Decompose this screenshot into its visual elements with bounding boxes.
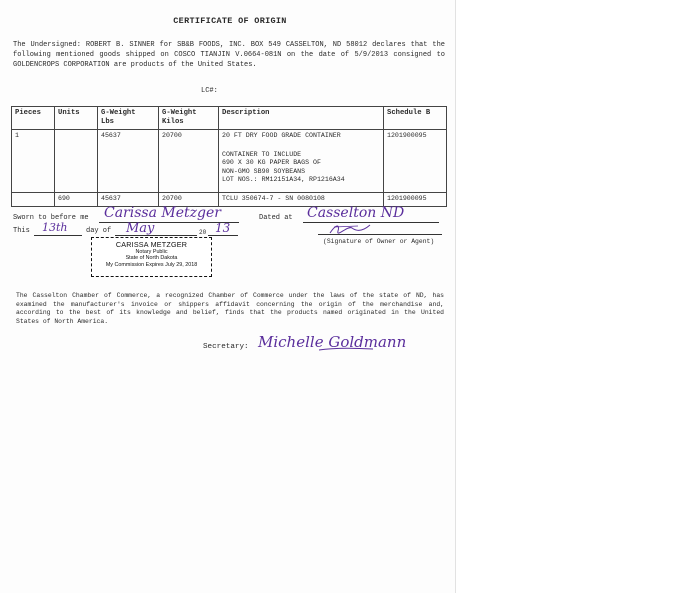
header-description: Description xyxy=(219,107,384,130)
description-line: 20 FT DRY FOOD GRADE CONTAINER xyxy=(222,132,341,139)
cell-pieces: 1 xyxy=(12,130,55,193)
stamp-name: CARISSA METZGER xyxy=(115,240,188,249)
day-of-label: day of xyxy=(86,227,112,235)
sworn-label: Sworn to before me xyxy=(13,214,89,222)
cell-pieces xyxy=(12,193,55,207)
secretary-label: Secretary: xyxy=(203,343,249,351)
cell-schedule-b: 1201900095 xyxy=(384,130,447,193)
owner-signature-label: (Signature of Owner or Agent) xyxy=(323,238,435,245)
lc-number-label: LC#: xyxy=(201,87,218,95)
century-label: 20 xyxy=(199,229,207,236)
cell-lbs: 45637 xyxy=(98,130,159,193)
description-line: 690 X 30 KG PAPER BAGS OF xyxy=(222,159,321,166)
table-row xyxy=(12,130,447,193)
owner-signature-line xyxy=(318,234,442,235)
cell-schedule-b: 1201900095 xyxy=(384,193,447,207)
day-value: 13th xyxy=(42,221,68,234)
cell-description: TCLU 350674-7 - SN 0080108 xyxy=(219,193,384,207)
this-label: This xyxy=(13,227,30,235)
declaration-text: The Undersigned: ROBERT B. SINNER for SB&B FOODS, INC. BOX 549 CASSELTON, ND 58012 declares that the following mentioned goods shipped on COSCO TIANJIN V.0664-081N on the date of 5/9/2013 consigned to GOLDENCROPS CORPORATION are products of the United States. xyxy=(13,41,445,69)
month-value: May xyxy=(126,221,155,236)
year-value: 13 xyxy=(215,221,231,235)
header-schedule-b: Schedule B xyxy=(384,107,447,130)
header-gweight-kilos-line2: Kilos xyxy=(162,118,184,126)
goods-table xyxy=(11,106,447,207)
header-gweight-kilos xyxy=(159,107,219,130)
stamp-expiry: My Commission Expires July 29, 2018 xyxy=(105,261,198,268)
cell-kilos: 20700 xyxy=(159,193,219,207)
description-line: LOT NOS.: RM12151A34, RP1216A34 xyxy=(222,176,345,183)
secretary-signature: Michelle Goldmann xyxy=(258,333,407,351)
header-gweight-lbs-line2: Lbs xyxy=(101,118,114,126)
day-line xyxy=(34,235,82,236)
cell-units: 690 xyxy=(55,193,98,207)
header-gweight-kilos-line1: G-Weight xyxy=(162,109,197,117)
chamber-statement: The Casselton Chamber of Commerce, a recognized Chamber of Commerce under the laws of the state of ND, has examined the manufacturer's invoice or shippers affidavit concerning the origin of the merchandise and, according to the best of its knowledge and belief, finds that the products named originated in the United States of North America. xyxy=(16,292,444,325)
header-gweight-lbs-line1: G-Weight xyxy=(101,109,136,117)
notary-signature: Carissa Metzger xyxy=(104,205,221,221)
cell-kilos: 20700 xyxy=(159,130,219,193)
cell-lbs: 45637 xyxy=(98,193,159,207)
notary-stamp xyxy=(91,237,212,277)
table-header-row xyxy=(12,107,447,130)
header-gweight-lbs xyxy=(98,107,159,130)
year-line xyxy=(208,235,238,236)
dated-at-label: Dated at xyxy=(259,214,293,222)
certificate-title: CERTIFICATE OF ORIGIN xyxy=(173,16,287,26)
stamp-title: Notary Public xyxy=(135,249,168,255)
page-edge xyxy=(455,0,456,593)
header-units: Units xyxy=(55,107,98,130)
stamp-state: State of North Dakota xyxy=(125,255,178,262)
cell-description xyxy=(219,130,384,193)
dated-at-value: Casselton ND xyxy=(307,205,405,221)
header-pieces: Pieces xyxy=(12,107,55,130)
description-line: NON-GMO SB90 SOYBEANS xyxy=(222,167,306,175)
description-line: CONTAINER TO INCLUDE xyxy=(222,150,302,158)
secretary-signature-flourish xyxy=(318,346,374,352)
cell-units xyxy=(55,130,98,193)
